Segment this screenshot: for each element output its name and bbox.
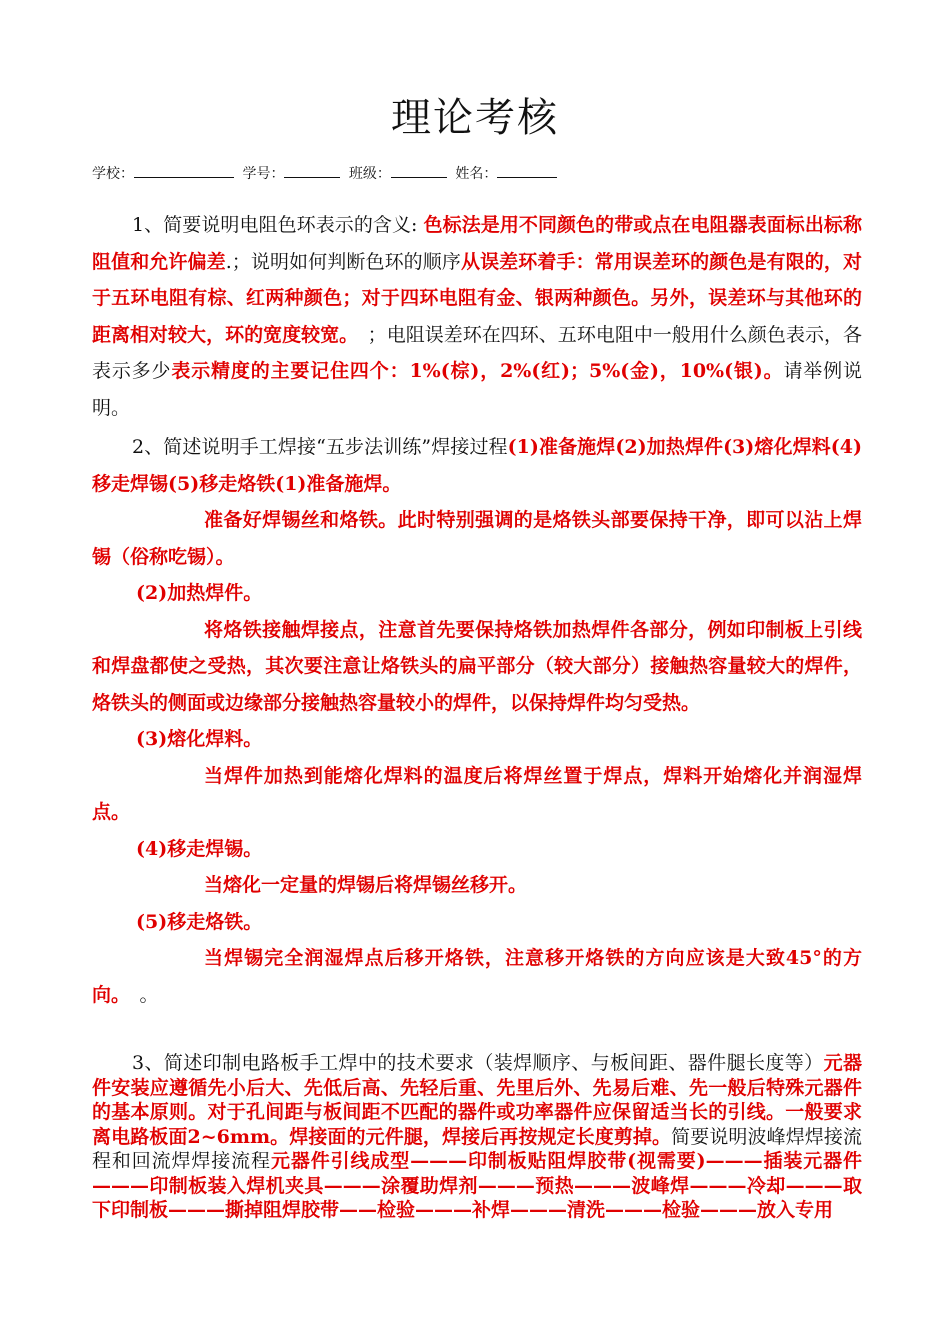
question-3 [92, 1051, 862, 1223]
class-label: 班级： [348, 166, 391, 182]
class-field[interactable] [391, 163, 447, 178]
q2-step5-text: 当焊锡完全润湿焊点后移开烙铁，注意移开烙铁的方向应该是大致45°的方向。 [92, 947, 862, 1006]
q3-prompt-1: 3、简述印制电路板手工焊中的技术要求（装焊顺序、与板间距、器件腿长度等） [132, 1052, 824, 1074]
q2-step4-heading: (4)移走焊锡。 [136, 837, 263, 860]
q1-prompt-1: 1、简要说明电阻色环表示的含义: [132, 214, 424, 236]
question-1 [92, 207, 862, 426]
student-id-field[interactable] [284, 163, 340, 178]
q2-step3-heading: (3)熔化焊料。 [136, 728, 263, 750]
q2-tail: 。 [120, 983, 159, 1006]
name-label: 姓名： [455, 166, 498, 182]
student-info-line [92, 163, 561, 183]
q1-prompt-4: 请举例说明。 [92, 360, 862, 419]
school-label: 学校： [92, 166, 134, 182]
name-field[interactable] [497, 163, 557, 178]
question-2 [92, 429, 862, 1013]
q2-step5-heading: (5)移走烙铁。 [136, 910, 263, 933]
q2-answer-steps: (1)准备施焊(2)加热焊件(3)熔化焊料(4)移走焊锡(5)移走烙铁(1)准备施焊。 [92, 436, 862, 495]
q2-step3-text: 当焊件加热到能熔化焊料的温度后将焊丝置于焊点，焊料开始熔化并润湿焊点。 [92, 764, 862, 823]
q1-prompt-2: .；说明如何判断色环的顺序 [225, 250, 461, 273]
q3-prompt-2: 简要说明波峰焊焊接流程和回流焊焊接流程 [92, 1125, 862, 1172]
q1-answer-1: 色标法是用不同颜色的带或点在电阻器表面标出标称阻值和允许偏差 [92, 214, 862, 273]
q2-prompt: 2、简述说明手工焊接“五步法训练”焊接过程 [132, 436, 508, 458]
student-id-label: 学号： [242, 166, 285, 182]
q1-answer-2: 从误差环着手：常用误差环的颜色是有限的，对于五环电阻有棕、红两种颜色；对于四环电阻有金、银两种颜色。另外，误差环与其他环的距离相对较大，环的宽度较宽。 [92, 250, 862, 346]
school-field[interactable] [134, 163, 234, 178]
page-title: 理论考核 [391, 95, 559, 141]
q2-step1-text: 准备好焊锡丝和烙铁。此时特别强调的是烙铁头部要保持干净，即可以沾上焊锡（俗称吃锡）。 [92, 509, 862, 568]
q3-answer-1: 元器件安装应遵循先小后大、先低后高、先轻后重、先里后外、先易后难、先一般后特殊元器件的基本原则。对于孔间距与板间距不匹配的器件或功率器件应保留适当长的引线。一般要求离电路板面2~6mm。焊接面的元件腿，焊接后再按规定长度剪掉。 [92, 1052, 862, 1148]
q3-answer-2: 元器件引线成型———印制板贴阻焊胶带(视需要)———插装元器件———印制板装入焊机夹具———涂覆助焊剂———预热———波峰焊———冷却———取下印制板———撕掉阻焊胶带——检验———补焊———清洗———检验———放入专用 [92, 1150, 862, 1221]
q1-prompt-3: ；电阻误差环在四环、五环电阻中一般用什么颜色表示，各表示多少 [92, 323, 862, 382]
q2-step4-text: 当熔化一定量的焊锡后将焊锡丝移开。 [204, 874, 528, 896]
q2-step2-text: 将烙铁接触焊接点，注意首先要保持烙铁加热焊件各部分，例如印制板上引线和焊盘都使之受热，其次要注意让烙铁头的扁平部分（较大部分）接触热容量较大的焊件，烙铁头的侧面或边缘部分接触热容量较小的焊件，以保持焊件均匀受热。 [92, 618, 862, 714]
q1-answer-3: 表示精度的主要记住四个：1%(棕)，2%(红)；5%(金)，10%(银)。 [171, 360, 784, 382]
q2-step2-heading: (2)加热焊件。 [136, 582, 263, 604]
